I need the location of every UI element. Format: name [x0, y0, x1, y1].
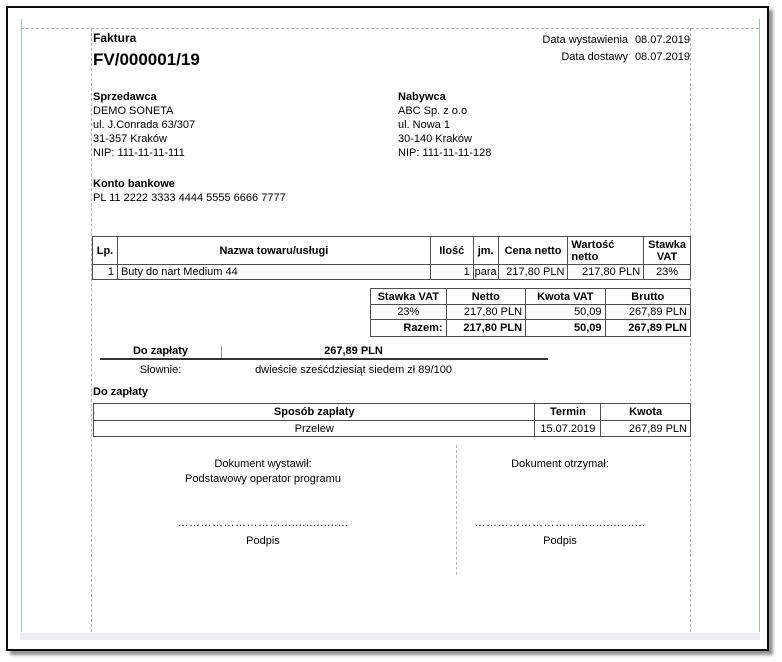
buyer-block	[398, 90, 491, 160]
col-header-unit: jm.	[473, 237, 498, 264]
bank-account-number: PL 11 2222 3333 4444 5555 6666 7777	[93, 192, 286, 204]
document-type-label: Faktura	[93, 31, 137, 45]
vat-header-net: Netto	[446, 289, 526, 304]
issued-by-block	[105, 457, 421, 487]
vat-header-gross: Brutto	[605, 289, 690, 304]
col-header-lp: Lp.	[96, 244, 114, 257]
col-header-name: Nazwa towaru/usługi	[117, 237, 430, 264]
seller-label: Sprzedawca	[93, 91, 157, 103]
col-header-qty: Ilość	[430, 237, 473, 264]
receiver-signature-label: Podpis	[543, 535, 577, 547]
date-issue-label: Data wystawienia	[542, 34, 628, 46]
items-table	[92, 236, 691, 280]
col-header-net-price: Cena netto	[498, 237, 568, 264]
vat-table-total-row	[371, 319, 690, 336]
item-lp: 1	[107, 266, 114, 278]
seller-street: ul. J.Conrada 63/307	[93, 119, 196, 131]
payment-table	[93, 403, 691, 437]
payment-header-method: Sposób zapłaty	[273, 406, 355, 418]
date-delivery-label: Data dostawy	[561, 51, 628, 63]
issued-by-name: Podstawowy operator programu	[185, 473, 341, 485]
payment-header-term: Termin	[534, 404, 600, 420]
date-issue-row	[458, 33, 690, 47]
item-net-value: 217,80 PLN	[567, 265, 643, 279]
payment-section-heading: Do zapłaty	[93, 386, 149, 398]
amount-due-underline	[100, 358, 548, 360]
bank-account-block	[93, 177, 286, 205]
report-preview-frame	[6, 6, 769, 651]
col-header-vat-rate: Stawka VAT	[643, 237, 690, 264]
vat-total-label: Razem:	[403, 322, 443, 334]
vat-total-gross: 267,89 PLN	[605, 320, 690, 336]
buyer-label: Nabywca	[398, 91, 446, 103]
invoice-dates	[458, 33, 690, 67]
payment-term: 15.07.2019	[534, 421, 600, 436]
item-net-price: 217,80 PLN	[498, 265, 568, 279]
amount-due-divider	[221, 346, 222, 358]
item-vat-rate: 23%	[643, 265, 690, 279]
payment-table-row	[94, 420, 690, 436]
page-left-edge-line	[21, 19, 22, 632]
vat-gross: 267,89 PLN	[605, 305, 690, 319]
item-unit: para	[474, 266, 497, 278]
vat-header-rate: Stawka VAT	[377, 290, 439, 303]
amount-due-value: 267,89 PLN	[324, 345, 383, 357]
left-margin-dashed-line	[91, 28, 92, 632]
date-issue-value: 08.07.2019	[634, 34, 690, 46]
date-delivery-value: 08.07.2019	[634, 51, 690, 63]
vat-total-vat: 50,09	[525, 320, 605, 336]
buyer-street: ul. Nowa 1	[398, 119, 450, 131]
vat-header-vat: Kwota VAT	[525, 289, 605, 304]
vat-total-net: 217,80 PLN	[446, 320, 526, 336]
received-by-label: Dokument otrzymał:	[511, 458, 609, 470]
payment-header-amount: Kwota	[600, 404, 690, 420]
issued-by-label: Dokument wystawił:	[214, 458, 312, 470]
seller-name: DEMO SONETA	[93, 105, 174, 117]
in-words-value: dwieście sześćdziesiąt siedem zł 89/100	[255, 364, 452, 376]
receiver-signature-line: ………………………...................	[474, 517, 646, 529]
horizontal-scrollbar-track[interactable]	[20, 633, 760, 640]
top-margin-dashed-line	[21, 28, 759, 29]
vat-summary-table	[370, 288, 691, 337]
received-by-block	[402, 457, 718, 472]
seller-block	[93, 90, 195, 160]
date-delivery-row	[458, 50, 690, 64]
buyer-city: 30-140 Kraków	[398, 133, 472, 145]
vat-net: 217,80 PLN	[446, 305, 526, 319]
seller-nip: NIP: 111-11-11-111	[93, 147, 185, 159]
vat-table-header-row	[371, 289, 690, 304]
vat-table-row	[371, 304, 690, 319]
buyer-name: ABC Sp. z o.o	[398, 105, 468, 117]
invoice-number: FV/000001/19	[93, 50, 200, 69]
issuer-signature-line: ………………………...................	[177, 517, 349, 529]
col-header-net-value: Wartość netto	[567, 237, 643, 264]
item-qty: 1	[430, 265, 473, 279]
vat-rate: 23%	[397, 306, 420, 318]
payment-method: Przelew	[294, 422, 334, 435]
issuer-signature-label: Podpis	[246, 535, 280, 547]
bank-account-label: Konto bankowe	[93, 178, 175, 190]
page-right-edge-line	[759, 19, 760, 632]
items-table-header-row	[93, 237, 690, 264]
vat-amount: 50,09	[525, 305, 605, 319]
seller-city: 31-357 Kraków	[93, 133, 167, 145]
payment-table-header-row	[94, 404, 690, 420]
payment-amount: 267,89 PLN	[600, 421, 690, 436]
in-words-label: Słownie:	[139, 364, 182, 376]
item-name: Buty do nart Medium 44	[117, 265, 430, 279]
items-table-row	[93, 264, 690, 279]
amount-due-label: Do zapłaty	[132, 345, 188, 357]
buyer-nip: NIP: 111-11-11-128	[398, 147, 492, 159]
